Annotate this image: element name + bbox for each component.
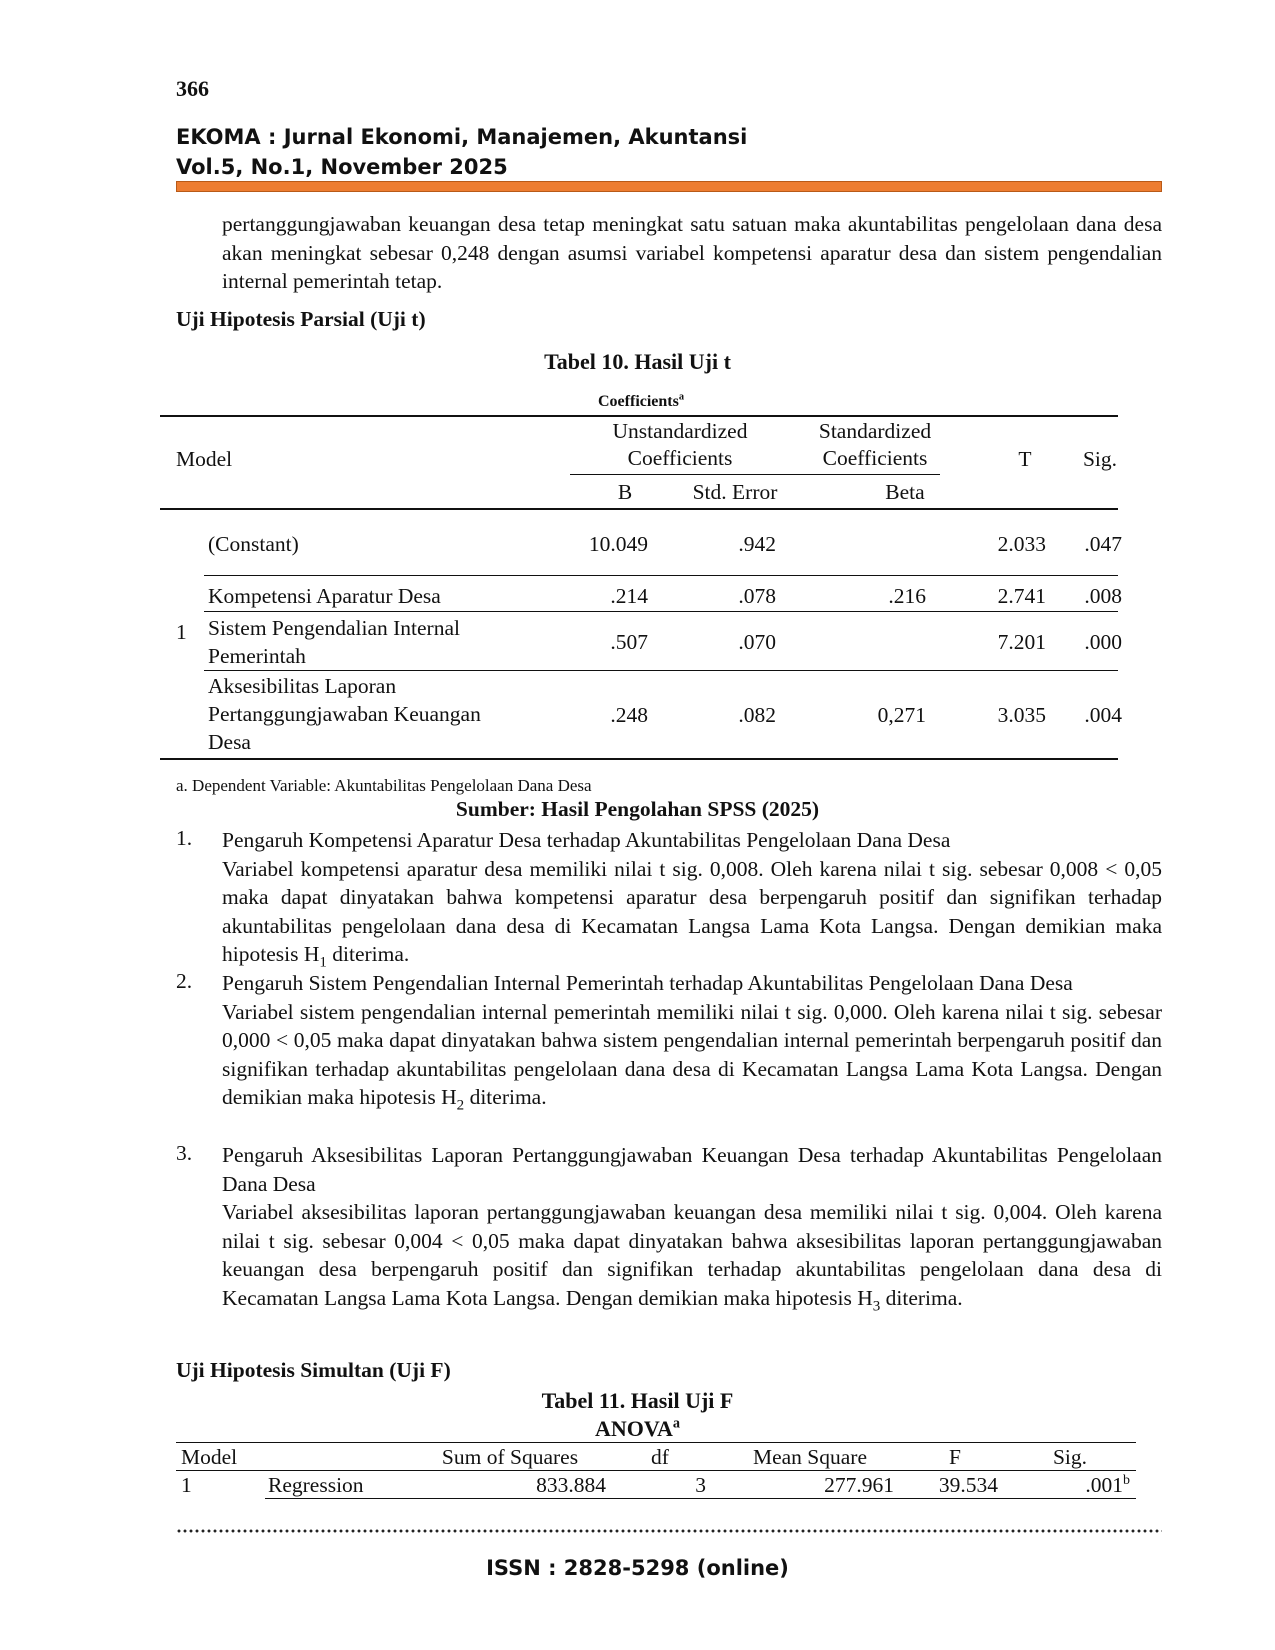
table-cell: .507 (610, 630, 648, 654)
table-cell: .001$^b$ (1085, 1472, 1130, 1497)
table-cell: 3 (695, 1473, 706, 1497)
row-kompetensi-name: Kompetensi Aparatur Desa (208, 584, 441, 608)
row-constant-name: (Constant) (208, 532, 299, 556)
col-header-beta: Beta (885, 480, 925, 504)
list-item-body: Variabel sistem pengendalian internal pemerintah memiliki nilai t sig. 0,000. Oleh karena nilai t sig. sebesar 0,000 < 0,05 maka dapat dinyatakan bahwa sistem pengendalian internal pemerintah berpengaruh positif dan signifikan terhadap akuntabilitas pengelolaan dana desa di Kecamatan Langsa Lama Kota Langsa. Dengan demikian maka hipotesis $H_2$ diterima. (222, 999, 1162, 1114)
anova-caption: ANOVA$^a$ (595, 1415, 680, 1441)
anova-col-ms: Mean Square (752, 1445, 868, 1469)
table-cell: 2.741 (997, 584, 1046, 608)
anova-header-rule (176, 1470, 1136, 1471)
col-header-std-error: Std. Error (692, 480, 778, 504)
table-cell: .047 (1084, 532, 1122, 556)
col-header-unstd-2: Coefficients (627, 446, 733, 470)
col-header-model: Model (176, 447, 233, 471)
header-rule (176, 181, 1162, 192)
col-header-b: B (617, 480, 633, 504)
table-cell: 2.033 (997, 532, 1046, 556)
list-item-2 (222, 969, 1162, 1112)
journal-title: EKOMA : Jurnal Ekonomi, Manajemen, Akuntansi (176, 125, 748, 149)
table-11-title: Tabel 11. Hasil Uji F (541, 1388, 734, 1413)
journal-volume: Vol.5, No.1, November 2025 (176, 155, 508, 179)
list-item-title: Pengaruh Kompetensi Aparatur Desa terhadap Akuntabilitas Pengelolaan Dana Desa (222, 828, 951, 852)
table-bottom-rule (160, 758, 1118, 760)
table-source: Sumber: Hasil Pengolahan SPSS (2025) (455, 797, 820, 821)
list-item-body: Variabel aksesibilitas laporan pertanggungjawaban keuangan desa memiliki nilai t sig. 0,004. Oleh karena nilai t sig. sebesar 0,004 < 0,05 maka dapat dinyatakan bahwa aksesibilitas laporan pertanggungjawaban keuangan desa berpengaruh positif dan signifikan terhadap akuntabilitas pengelolaan dana desa di Kecamatan Langsa Lama Kota Langsa. Dengan demikian maka hipotesis $H_3$ diterima. (222, 1200, 1162, 1315)
list-item-body: Variabel kompetensi aparatur desa memiliki nilai t sig. 0,008. Oleh karena nilai t sig. sebesar 0,008 < 0,05 maka dapat dinyatakan bahwa kompetensi aparatur desa berpengaruh positif dan signifikan terhadap akuntabilitas pengelolaan dana desa di Kecamatan Langsa Lama Kota Langsa. Dengan demikian maka hipotesis $H_1$ diterima. (222, 856, 1162, 971)
table-cell: 7.201 (997, 630, 1046, 654)
model-number: 1 (176, 620, 187, 644)
header-bottom-rule (160, 508, 1118, 510)
row-rule (204, 611, 1118, 612)
table-cell: 833.884 (536, 1473, 606, 1497)
anova-bottom-rule (265, 1498, 1136, 1499)
table-cell: .004 (1084, 703, 1122, 727)
table-cell: .008 (1084, 584, 1122, 608)
table-cell: 10.049 (588, 532, 648, 556)
row-rule (204, 670, 1118, 671)
table-cell: .248 (610, 703, 648, 727)
anova-col-sig: Sig. (1052, 1445, 1088, 1469)
col-header-std-2: Coefficients (822, 446, 928, 470)
section-heading-uji-t: Uji Hipotesis Parsial (Uji t) (176, 307, 426, 331)
footer-dotted-rule (176, 1528, 1162, 1534)
anova-col-f: F (949, 1445, 961, 1469)
table-cell: .214 (610, 584, 648, 608)
table-cell: .000 (1084, 630, 1122, 654)
header-sub-rule (570, 474, 940, 475)
anova-col-ss: Sum of Squares (441, 1445, 579, 1469)
row-aksesibilitas-name-line3: Desa (208, 730, 251, 754)
anova-model-number: 1 (181, 1473, 192, 1497)
row-rule (204, 575, 1118, 576)
footer-issn: ISSN : 2828-5298 (online) (486, 1556, 789, 1580)
row-aksesibilitas-name-line2: Pertanggungjawaban Keuangan (208, 702, 481, 726)
intro-paragraph: pertanggungjawaban keuangan desa tetap meningkat satu satuan maka akuntabilitas pengelolaan dana desa akan meningkat sebesar 0,248 dengan asumsi variabel kompetensi aparatur desa dan sistem pengendalian internal pemerintah tetap. (222, 212, 1162, 294)
list-number-3: 3. (176, 1141, 193, 1165)
row-spip-name-line1: Sistem Pengendalian Internal (208, 616, 460, 640)
section-heading-uji-f: Uji Hipotesis Simultan (Uji F) (176, 1358, 451, 1382)
table-cell: .070 (738, 630, 776, 654)
anova-col-model: Model (181, 1445, 238, 1469)
col-header-t: T (1018, 447, 1032, 471)
list-item-1 (222, 826, 1162, 969)
table-cell: .082 (738, 703, 776, 727)
anova-row-label: Regression (268, 1473, 364, 1497)
anova-col-df: df (651, 1445, 669, 1469)
list-item-title: Pengaruh Aksesibilitas Laporan Pertanggungjawaban Keuangan Desa terhadap Akuntabilitas Pengelolaan Dana Desa (222, 1143, 1162, 1196)
anova-top-rule (176, 1442, 1136, 1443)
table-cell: .216 (888, 584, 926, 608)
col-header-std-1: Standardized (818, 419, 932, 443)
table-cell: 0,271 (877, 703, 926, 727)
list-item-3 (222, 1141, 1162, 1313)
col-header-sig: Sig. (1082, 447, 1118, 471)
table-cell: 39.534 (938, 1473, 998, 1497)
list-number-1: 1. (176, 826, 193, 850)
table-cell: 3.035 (997, 703, 1046, 727)
journal-header (176, 122, 747, 182)
page-number: 366 (176, 76, 209, 101)
table-cell: .078 (738, 584, 776, 608)
table-cell: .942 (738, 532, 776, 556)
table-footnote: a. Dependent Variable: Akuntabilitas Pengelolaan Dana Desa (176, 776, 592, 795)
list-number-2: 2. (176, 969, 193, 993)
col-header-unstd-1: Unstandardized (612, 419, 748, 443)
row-aksesibilitas-name-line1: Aksesibilitas Laporan (208, 674, 397, 698)
coefficients-caption: Coefficients$^a$ (598, 391, 685, 410)
table-cell: 277.961 (824, 1473, 894, 1497)
row-spip-name-line2: Pemerintah (208, 644, 306, 668)
list-item-title: Pengaruh Sistem Pengendalian Internal Pemerintah terhadap Akuntabilitas Pengelolaan Dana Desa (222, 971, 1073, 995)
table-10-title: Tabel 10. Hasil Uji t (544, 349, 731, 374)
